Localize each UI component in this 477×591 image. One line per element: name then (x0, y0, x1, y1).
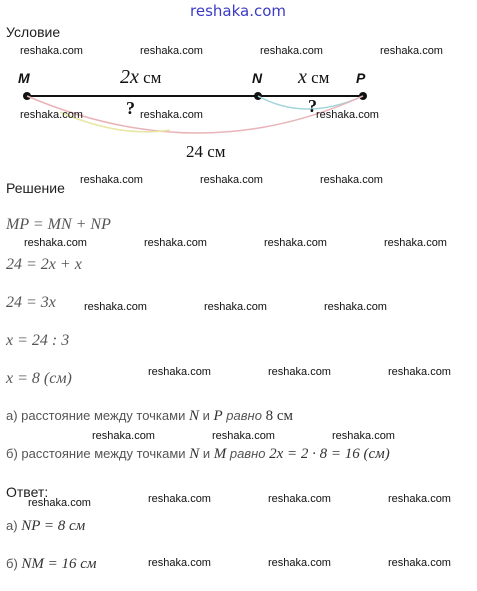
watermark: reshaka.com (212, 430, 275, 442)
point-m-label: M (18, 70, 30, 86)
watermark: reshaka.com (24, 237, 87, 249)
watermark: reshaka.com (388, 493, 451, 505)
solution-heading: Решение (6, 180, 65, 196)
watermark: reshaka.com (204, 301, 267, 313)
watermark: reshaka.com (148, 366, 211, 378)
point-p-label: P (356, 70, 366, 86)
solution-part-a: а) расстояние между точками N и P равно 8 см (6, 408, 293, 424)
equation-2: 24 = 2x + x (6, 256, 82, 273)
solution-part-b: б) расстояние между точками N и M равно 2x = 2 · 8 = 16 (см) (6, 446, 390, 462)
watermark: reshaka.com (388, 366, 451, 378)
watermark: reshaka.com (388, 557, 451, 569)
watermark: reshaka.com (260, 45, 323, 57)
equation-3: 24 = 3x (6, 294, 56, 311)
unknown-np-mark: ? (308, 96, 317, 116)
watermark: reshaka.com (140, 109, 203, 121)
answer-part-a: а) NP = 8 см (6, 518, 86, 534)
equation-1: MP = MN + NP (6, 216, 111, 233)
watermark: reshaka.com (332, 430, 395, 442)
watermark: reshaka.com (144, 237, 207, 249)
watermark: reshaka.com (268, 366, 331, 378)
answer-heading: Ответ: (6, 484, 49, 500)
watermark: reshaka.com (148, 493, 211, 505)
equation-4: x = 24 : 3 (6, 332, 70, 349)
total-length-label: 24 см (186, 142, 226, 161)
watermark: reshaka.com (384, 237, 447, 249)
watermark: reshaka.com (84, 301, 147, 313)
answer-part-b: б) NM = 16 см (6, 556, 97, 572)
watermark: reshaka.com (320, 174, 383, 186)
condition-heading: Условие (6, 24, 61, 40)
equation-5: x = 8 (см) (6, 370, 72, 387)
watermark: reshaka.com (28, 497, 91, 509)
segment-mn-label: 2x см (120, 66, 162, 88)
watermark: reshaka.com (148, 557, 211, 569)
watermark: reshaka.com (20, 45, 83, 57)
watermark: reshaka.com (268, 493, 331, 505)
watermark: reshaka.com (92, 430, 155, 442)
site-title[interactable]: reshaka.com (190, 2, 286, 20)
watermark: reshaka.com (80, 174, 143, 186)
watermark: reshaka.com (268, 557, 331, 569)
point-n-label: N (252, 70, 263, 86)
watermark: reshaka.com (324, 301, 387, 313)
segment-np-label: x см (298, 66, 330, 88)
watermark: reshaka.com (140, 45, 203, 57)
watermark: reshaka.com (200, 174, 263, 186)
watermark: reshaka.com (380, 45, 443, 57)
watermark: reshaka.com (20, 109, 83, 121)
watermark: reshaka.com (316, 109, 379, 121)
unknown-mn-mark: ? (126, 98, 135, 118)
watermark: reshaka.com (264, 237, 327, 249)
